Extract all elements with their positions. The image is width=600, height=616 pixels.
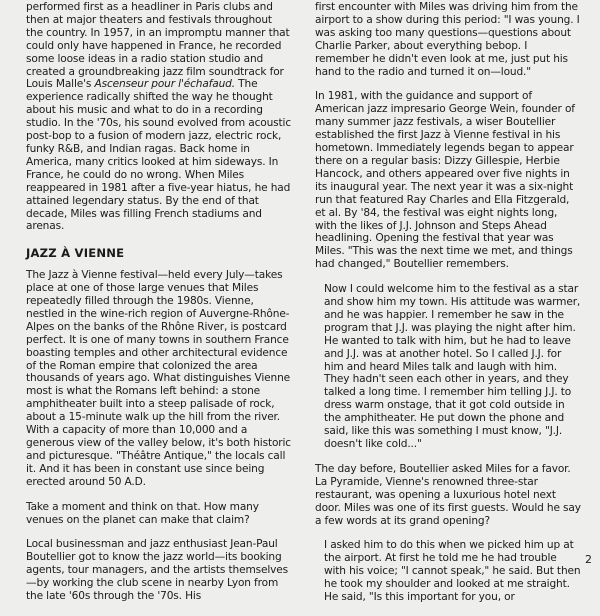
paragraph-boutellier: Local businessman and jazz enthusiast Jean-Paul Boutellier got to know the jazz world—its booking agents, tour managers, and the artists themselves—by working the club scene in nearby Lyon from the late '60s through the '70s. His xyxy=(26,538,288,603)
intro-paragraph xyxy=(26,1,292,233)
page-number: 2 xyxy=(585,553,592,566)
paragraph-favor: The day before, Boutellier asked Miles for a favor. La Pyramide, Vienne's renowned three-star restaurant, was opening a luxurious hotel next door. Miles was one of its first guests. Would he say a few words at its grand opening? xyxy=(315,462,581,527)
left-column xyxy=(26,1,292,615)
intro-text: performed first as a headliner in Paris clubs and then at major theaters and festivals throughout the country. In 1957, in an impromptu manner that could only have happened in France, he recorded some loose ideas in a radio station studio and created a groundbreaking jazz film soundtrack for Louis Malle's xyxy=(26,1,290,91)
section-heading: JAZZ À VIENNE xyxy=(26,246,125,261)
block-quote-welcome: Now I could welcome him to the festival as a star and show him my town. His attitude was warmer, and he was happier. I remember he saw in the program that J.J. was playing the night after him. He wanted to talk with him, but he had to leave and J.J. was at another hotel. So I called J.J. for him and heard Miles talk and laugh with him. They hadn't seen each other in years, and they talked a long time. I remember him telling J.J. to dress warm onstage, that it got cold outside in the amphitheater. He put down the phone and said, like this was something I must know, "J.J. doesn't like cold..." xyxy=(324,283,581,450)
paragraph-claim: Take a moment and think on that. How many venues on the planet can make that claim? xyxy=(26,500,259,526)
intro-text-rest: The experience radically shifted the way he thought about his music and what to do in a recording studio. In the '70s, his sound evolved from acoustic post-bop to a fusion of modern jazz, electric rock, funky R&B, and Indian ragas. Back home in America, many critics looked at him sideways. In France, he could do no wrong. When Miles reappeared in 1981 after a five-year hiatus, he had attained legendary status. By the end of that decade, Miles was filling French stadiums and arenas. xyxy=(26,78,292,233)
block-quote-airport: I asked him to do this when we picked him up at the airport. At first he told me he had trouble with his voice; "I cannot speak," he said. But then he took my shoulder and looked at me straight. He said, "Is this important for you, or xyxy=(324,539,581,604)
paragraph-1981: In 1981, with the guidance and support of American jazz impresario George Wein, founder of many summer jazz festivals, a wiser Boutellier established the first Jazz à Vienne festival in his hometown. Immediately legends began to appear there on a regular basis: Dizzy Gillespie, Herbie Hancock, and others appeared over five nights in its inaugural year. The next year it was a six-night run that featured Ray Charles and Ella Fitzgerald, et al. By '84, the festival was eight nights long, with the likes of J.J. Johnson and Steps Ahead headlining. Opening the festival that year was Miles. "This was the next time we met, and things had changed," Boutellier remembers. xyxy=(315,90,575,271)
film-title: Ascenseur pour l'échafaud. xyxy=(94,78,235,91)
right-column xyxy=(315,1,581,616)
paragraph-first-encounter: first encounter with Miles was driving him from the airport to a show during this period: "I was young. I was asking too many questions—questions about Charlie Parker, about everything bebop. I remember he didn't even look at me, just put his hand to the radio and turned it on—loud." xyxy=(315,1,580,78)
paragraph-festival: The Jazz à Vienne festival—held every July—takes place at one of those large venues that Miles repeatedly filled through the 1980s. Vienne, nestled in the wine-rich region of Auvergne-Rhône-Alpes on the banks of the Rhône River, is postcard perfect. It is one of many towns in southern France boasting temples and other architectural evidence of the Roman empire that colonized the area thousands of years ago. What distinguishes Vienne most is what the Romans left behind: a stone amphitheater built into a steep palisade of rock, about a 15-minute walk up the hill from the river. With a capacity of more than 10,000 and a generous view of the valley below, it's both historic and picturesque. "Théâtre Antique," the locals call it. And it has been in constant use since being erected around 50 A.D. xyxy=(26,269,291,488)
